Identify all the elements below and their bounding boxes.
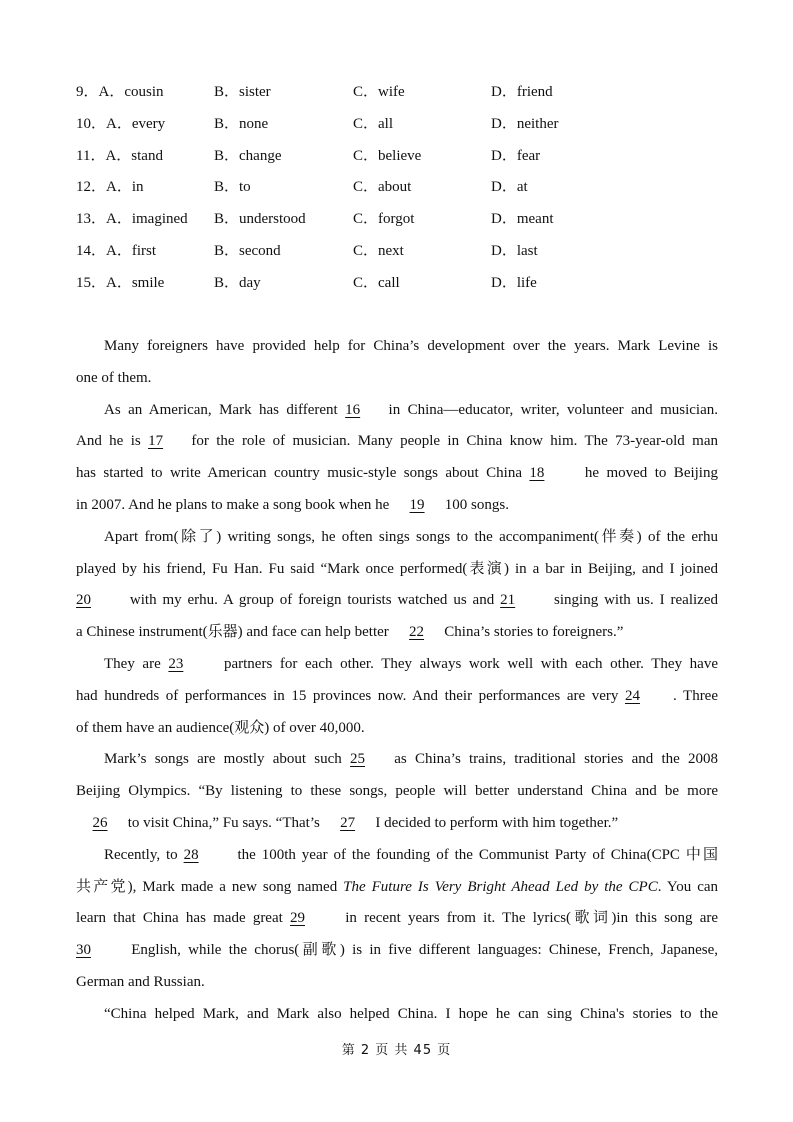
option-row-14: [76, 237, 718, 269]
blank-21[interactable]: 21: [500, 592, 516, 609]
option-d: D．fear: [491, 147, 541, 164]
passage-line: 26 to visit China,” Fu says. “That’s 27 I decided to perform with him together.”: [76, 809, 718, 841]
option-b: B．change: [214, 147, 282, 164]
passage-line: Apart from(除了) writing songs, he often sings songs to the accompaniment(伴奏) of the erhu: [104, 528, 718, 545]
passage-line: has started to write American country music-style songs about China 18 he moved to Beijing: [76, 459, 718, 491]
blank-20[interactable]: 20: [76, 592, 91, 609]
option-row-12: [76, 173, 718, 205]
passage-line: And he is 17 for the role of musician. Many people in China know him. The 73-year-old man: [76, 427, 718, 459]
option-a: 11．A．stand: [76, 147, 163, 164]
option-a: 12．A．in: [76, 179, 144, 196]
option-a: 15．A．smile: [76, 274, 165, 291]
passage-line: Many foreigners have provided help for China’s development over the years. Mark Levine is: [104, 338, 718, 354]
blank-25[interactable]: 25: [350, 751, 365, 768]
option-c: C．all: [353, 115, 393, 132]
passage-line: “China helped Mark, and Mark also helped China. I hope he can sing China's stories to the: [104, 1005, 718, 1022]
reading-passage: [76, 332, 718, 1032]
blank-28[interactable]: 28: [183, 846, 199, 863]
blank-17[interactable]: 17: [148, 433, 164, 450]
blank-24[interactable]: 24: [624, 687, 640, 704]
option-b: B．day: [214, 274, 261, 291]
passage-line: played by his friend, Fu Han. Fu said “Mark once performed(表演) in a bar in Beijing, and I joined: [76, 560, 718, 577]
blank-30[interactable]: 30: [76, 942, 91, 959]
blank-26[interactable]: 26: [92, 814, 108, 831]
option-c: C．about: [353, 179, 412, 196]
blank-23[interactable]: 23: [168, 655, 184, 672]
song-title: The Future Is Very Bright Ahead Led by the CPC: [343, 878, 658, 895]
passage-line: in 2007. And he plans to make a song book when he 19 100 songs.: [76, 491, 718, 523]
passage-line: 20 with my erhu. A group of foreign tourists watched us and 21 singing with us. I realized: [76, 586, 718, 618]
passage-line: one of them.: [76, 369, 152, 386]
option-d: D．at: [491, 179, 528, 196]
option-row-11: [76, 142, 718, 174]
passage-line: Mark’s songs are mostly about such 25 as China’s trains, traditional stories and the 2008: [76, 745, 718, 777]
passage-line: 共产党), Mark made a new song named The Future Is Very Bright Ahead Led by the CPC. You can: [76, 878, 719, 895]
option-d: D．neither: [491, 115, 559, 132]
passage-line: Beijing Olympics. “By listening to these songs, people will better understand China and be more: [76, 783, 718, 800]
option-b: B．understood: [214, 211, 306, 228]
option-row-10: [76, 110, 718, 142]
option-c: C．call: [353, 274, 400, 291]
passage-line: 30 English, while the chorus(副歌) is in five different languages: Chinese, French, Japanese,: [76, 936, 718, 968]
blank-16[interactable]: 16: [345, 401, 361, 418]
blank-18[interactable]: 18: [529, 465, 545, 482]
option-row-13: [76, 205, 718, 237]
option-row-15: [76, 269, 718, 301]
answer-options: [76, 78, 718, 301]
option-d: D．last: [491, 242, 538, 259]
option-b: B．to: [214, 179, 251, 196]
option-b: B．sister: [214, 84, 271, 100]
option-d: D．friend: [491, 84, 553, 100]
passage-line: German and Russian.: [76, 973, 205, 990]
passage-line: learn that China has made great 29 in recent years from it. The lyrics(歌词)in this song are: [76, 904, 718, 936]
passage-line: of them have an audience(观众) of over 40,000.: [76, 719, 365, 736]
option-b: B．second: [214, 242, 281, 259]
passage-line: Recently, to 28 the 100th year of the founding of the Communist Party of China(CPC 中国: [76, 841, 718, 873]
blank-19[interactable]: 19: [409, 496, 425, 513]
option-c: C．believe: [353, 147, 422, 164]
blank-29[interactable]: 29: [290, 910, 306, 927]
option-d: D．meant: [491, 211, 554, 228]
option-a: 13．A．imagined: [76, 211, 188, 228]
passage-line: had hundreds of performances in 15 provinces now. And their performances are very 24 . Three: [76, 682, 718, 714]
blank-27[interactable]: 27: [340, 814, 356, 831]
option-c: C．forgot: [353, 211, 415, 228]
option-row-9: [76, 78, 718, 110]
option-c: C．wife: [353, 84, 405, 100]
option-d: D．life: [491, 274, 537, 291]
option-b: B．none: [214, 115, 269, 132]
option-c: C．next: [353, 242, 404, 259]
passage-line: As an American, Mark has different 16 in China—educator, writer, volunteer and musician.: [76, 396, 718, 428]
option-a: 9．A．cousin: [76, 84, 164, 100]
option-a: 10．A．every: [76, 115, 166, 132]
passage-line: They are 23 partners for each other. They always work well with each other. They have: [76, 650, 718, 682]
page-footer: 第 2 页 共 45 页: [341, 1043, 452, 1058]
option-a: 14．A．first: [76, 242, 156, 259]
blank-22[interactable]: 22: [409, 624, 425, 641]
passage-line: a Chinese instrument(乐器) and face can help better 22 China’s stories to foreigners.”: [76, 618, 718, 650]
